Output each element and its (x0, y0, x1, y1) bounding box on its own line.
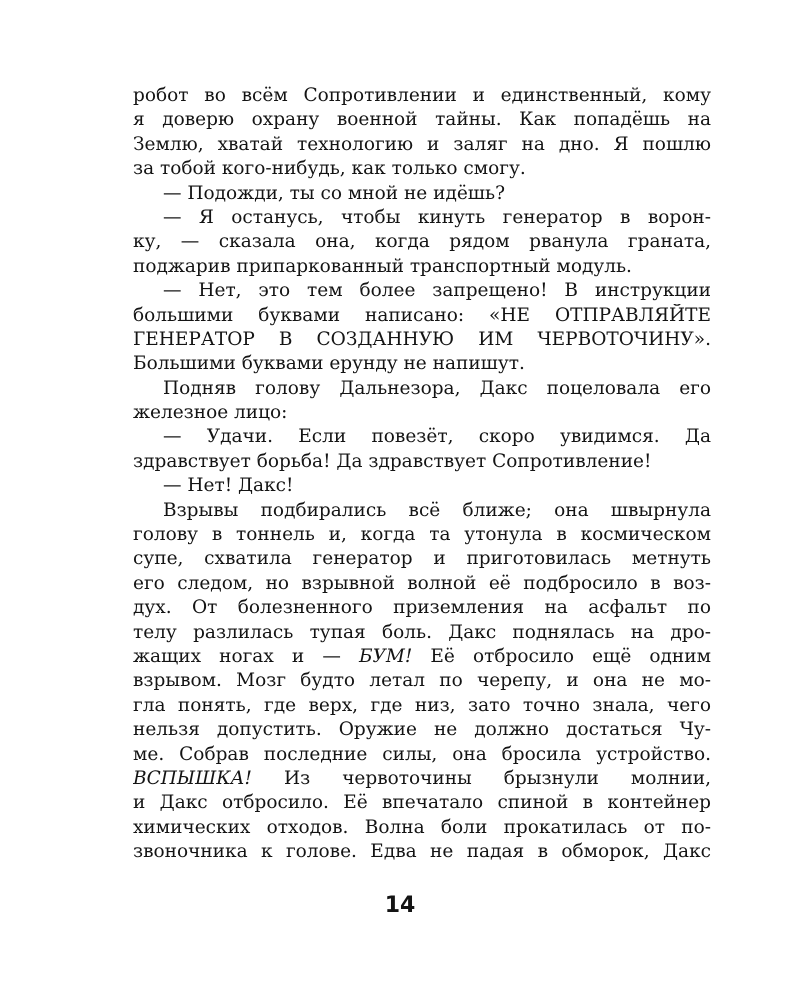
text-line (133, 304, 711, 328)
text-segment: ку, — сказала она, когда рядом рванула граната, (133, 231, 711, 253)
text-line (133, 694, 711, 718)
text-segment: за тобой кого-нибудь, как только смогу. (133, 158, 526, 180)
text-segment: — Нет, это тем более запрещено! В инструкции (163, 280, 711, 302)
text-segment: Её отбросило ещё одним (412, 645, 711, 667)
text-line (133, 669, 711, 693)
text-line (133, 474, 711, 498)
text-segment: большими буквами написано: «НЕ ОТПРАВЛЯЙТЕ (133, 304, 711, 326)
text-segment: ГЕНЕРАТОР В СОЗДАННУЮ ИМ ЧЕРВОТОЧИНУ». (133, 328, 711, 350)
text-line (133, 450, 711, 474)
text-line (133, 206, 711, 230)
text-segment: взрывом. Мозг будто летал по черепу, и она не мо- (133, 670, 711, 692)
text-line (133, 791, 711, 815)
text-segment: Подняв голову Дальнезора, Дакс поцеловала его (163, 377, 711, 399)
text-line (133, 547, 711, 571)
text-segment: — Удачи. Если повезёт, скоро увидимся. Да (163, 426, 711, 448)
text-segment: гла понять, где верх, где низ, зато точно знала, чего (133, 694, 711, 716)
text-line (133, 133, 711, 157)
text-segment: Взрывы подбирались всё ближе; она швырнула (163, 499, 711, 521)
text-line (133, 255, 711, 279)
text-line (133, 499, 711, 523)
text-segment: его следом, но взрывной волной её подбросило в воз- (133, 572, 711, 594)
page-number: 14 (384, 893, 416, 918)
text-line (133, 108, 711, 132)
text-line (133, 572, 711, 596)
text-segment: голову в тоннель и, когда та утонула в космическом (133, 524, 711, 546)
text-line (133, 230, 711, 254)
text-segment: — Я останусь, чтобы кинуть генератор в ворон- (163, 206, 711, 228)
text-line (133, 401, 711, 425)
text-line (133, 425, 711, 449)
text-segment: и Дакс отбросило. Её впечатало спиной в контейнер (133, 792, 711, 814)
text-segment: звоночника к голове. Едва не падая в обморок, Дакс (133, 841, 711, 863)
text-segment: Из червоточины брызнули молнии, (251, 767, 711, 789)
text-line (133, 84, 711, 108)
text-segment: супе, схватила генератор и приготовилась метнуть (133, 548, 711, 570)
text-line (133, 645, 711, 669)
text-line (133, 596, 711, 620)
text-segment: я доверю охрану военной тайны. Как попадёшь на (133, 109, 711, 131)
text-line (133, 816, 711, 840)
text-line (133, 182, 711, 206)
body-text (133, 84, 711, 865)
text-segment: — Нет! Дакс! (163, 475, 294, 497)
text-segment: дух. От болезненного приземления на асфальт по (133, 597, 711, 619)
text-segment: химических отходов. Волна боли прокатилась от по- (133, 816, 711, 838)
text-line (133, 157, 711, 181)
text-line (133, 328, 711, 352)
text-line (133, 377, 711, 401)
text-segment: робот во всём Сопротивлении и единственный, кому (133, 85, 711, 106)
text-line (133, 523, 711, 547)
text-line (133, 743, 711, 767)
text-segment: поджарив припаркованный транспортный модуль. (133, 255, 632, 277)
text-line (133, 718, 711, 742)
text-line (133, 352, 711, 376)
text-segment: ме. Собрав последние силы, она бросила устройство. (133, 743, 711, 765)
text-line (133, 767, 711, 791)
text-line (133, 279, 711, 303)
italic-text: ВСПЫШКА! (133, 767, 252, 789)
text-segment: жащих ногах и — (133, 645, 359, 667)
text-segment: Землю, хватай технологию и заляг на дно. Я пошлю (133, 133, 711, 155)
text-segment: — Подожди, ты со мной не идёшь? (163, 182, 505, 204)
text-segment: железное лицо: (133, 402, 288, 424)
text-segment: нельзя допустить. Оружие не должно достаться Чу- (133, 719, 711, 741)
italic-text: БУМ! (358, 645, 413, 667)
text-segment: телу разлилась тупая боль. Дакс поднялась на дро- (133, 621, 711, 643)
text-line (133, 621, 711, 645)
text-segment: Большими буквами ерунду не напишут. (133, 353, 525, 375)
text-line (133, 840, 711, 864)
text-segment: здравствует борьба! Да здравствует Сопротивление! (133, 450, 652, 472)
